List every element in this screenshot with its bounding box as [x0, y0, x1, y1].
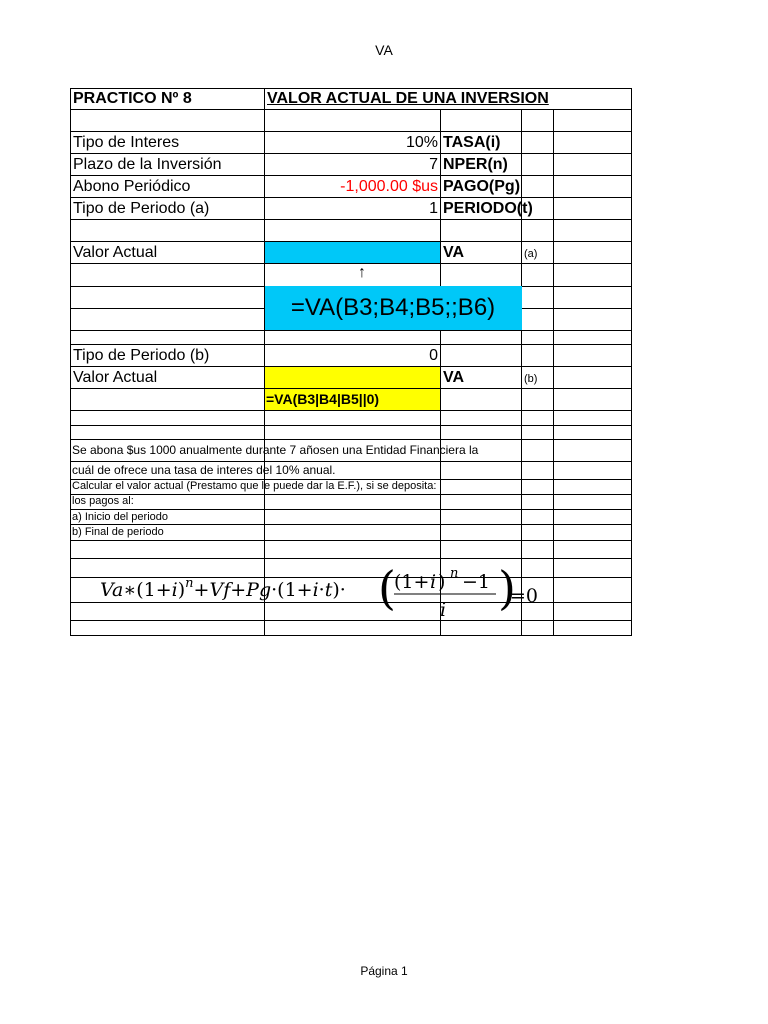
param-va-a: VA [443, 244, 465, 261]
label-tipo-periodo-a: Tipo de Periodo (a) [73, 200, 210, 217]
page-footer: Página 1 [360, 964, 408, 978]
description-line-1: Se abona $us 1000 anualmente durante 7 añosen una Entidad Financiera la [72, 443, 479, 457]
svg-text:): ) [498, 561, 516, 615]
value-tipo-periodo-b[interactable]: 0 [429, 347, 438, 364]
label-tipo-periodo-b: Tipo de Periodo (b) [73, 347, 210, 364]
title-right: VALOR ACTUAL DE UNA INVERSION [267, 90, 549, 107]
param-va-b: VA [443, 369, 465, 386]
value-plazo[interactable]: 7 [429, 156, 438, 173]
equation-fraction [378, 560, 578, 630]
note-b: (b) [524, 373, 538, 385]
label-tipo-interes: Tipo de Interes [73, 134, 180, 151]
label-plazo: Plazo de la Inversión [73, 156, 222, 173]
svg-text:): ) [438, 571, 446, 593]
label-valor-actual-b: Valor Actual [73, 369, 158, 386]
formula-b-text: =VA(B3|B4|B5||0) [266, 391, 380, 407]
description-line-4: los pagos al: [72, 495, 134, 507]
svg-text:=0: =0 [510, 585, 539, 607]
param-pago: PAGO(Pg) [443, 178, 521, 195]
svg-text:−1: −1 [462, 571, 491, 593]
label-valor-actual-a: Valor Actual [73, 244, 158, 261]
page-header: VA [375, 42, 393, 58]
description-line-3: Calcular el valor actual (Prestamo que le puede dar la E.F.), si se deposita: [72, 480, 437, 492]
up-arrow-icon: ↑ [358, 264, 366, 281]
svg-text:i: i [440, 599, 447, 621]
description-line-2: cuál de ofrece una tasa de interes del 10% anual. [72, 463, 336, 477]
param-tasa: TASA(i) [443, 134, 501, 151]
param-periodo: PERIODO(t) [443, 200, 533, 217]
note-a: (a) [524, 248, 538, 260]
svg-text:(: ( [378, 561, 396, 615]
value-tipo-periodo-a[interactable]: 1 [429, 200, 438, 217]
svg-text:i: i [430, 571, 437, 593]
param-nper: NPER(n) [443, 156, 508, 173]
description-line-5: a) Inicio del periodo [72, 511, 169, 523]
value-tipo-interes[interactable]: 10% [405, 134, 438, 151]
formula-a-text: =VA(B3;B4;B5;;B6) [290, 294, 496, 321]
description-line-6: b) Final de periodo [72, 526, 164, 538]
equation-object: $Va∗(1+i)^n+Vf+Pg\cdot(1+i\cdot t)\cdot$ [100, 576, 346, 601]
svg-text:n: n [450, 566, 459, 581]
value-abono[interactable]: -1,000.00 $us [340, 178, 438, 195]
label-abono: Abono Periódico [73, 178, 191, 195]
title-left: PRACTICO Nº 8 [73, 90, 192, 107]
svg-text:(1+: (1+ [394, 571, 430, 593]
